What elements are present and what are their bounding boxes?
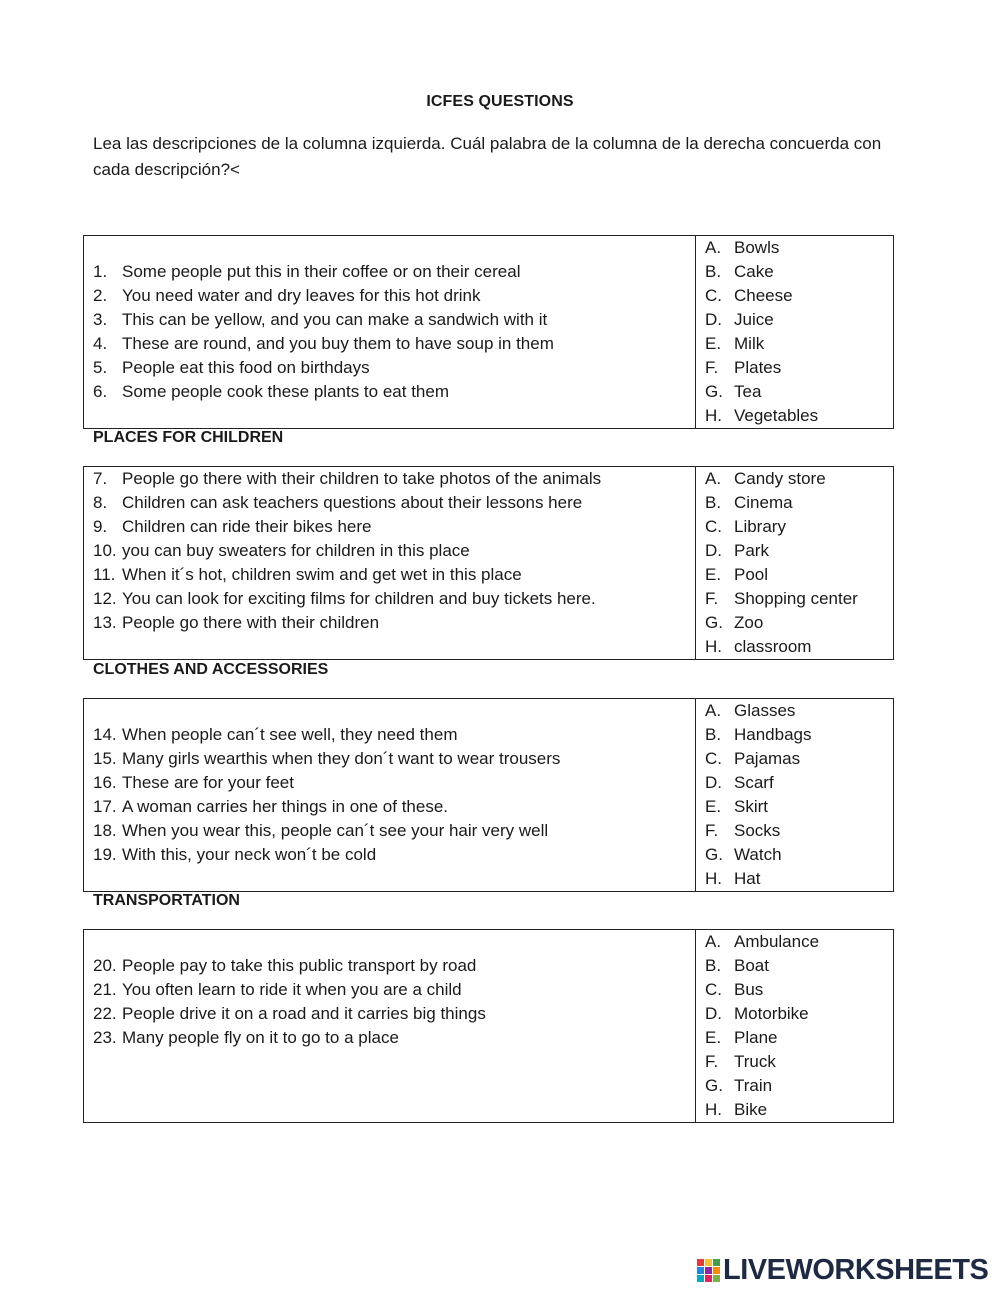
- question-text: You often learn to ride it when you are a child: [122, 980, 462, 999]
- liveworksheets-logo[interactable]: [697, 1254, 988, 1287]
- question-number: 23.: [93, 1028, 117, 1047]
- answer-text: Boat: [734, 956, 769, 975]
- question-number: 6.: [93, 382, 108, 401]
- answer-letter: F.: [705, 1052, 719, 1071]
- answer-letter: C.: [705, 749, 722, 768]
- answer-text: Pool: [734, 565, 769, 584]
- answer-text: Library: [734, 517, 786, 536]
- answers-column: [696, 236, 893, 428]
- question-text: These are round, and you buy them to have soup in them: [122, 334, 554, 353]
- answer-text: Scarf: [734, 773, 774, 792]
- answer-letter: E.: [705, 797, 722, 816]
- answer-option: [705, 356, 893, 380]
- answer-option: [705, 843, 893, 867]
- question-text: People go there with their children: [122, 613, 380, 632]
- answers-column: [696, 467, 893, 659]
- answer-option: [705, 930, 893, 954]
- answer-option: [705, 380, 893, 404]
- answer-text: Watch: [734, 845, 782, 864]
- answer-text: Skirt: [734, 797, 768, 816]
- answer-text: Cinema: [734, 493, 793, 512]
- question-row: [93, 747, 695, 771]
- answer-letter: B.: [705, 725, 722, 744]
- question-text: When you wear this, people can´t see your hair very well: [122, 821, 549, 840]
- answer-text: Milk: [734, 334, 765, 353]
- logo-text: LIVEWORKSHEETS: [723, 1254, 989, 1286]
- answer-text: Cheese: [734, 286, 793, 305]
- answer-text: Park: [734, 541, 769, 560]
- question-text: Many people fly on it to go to a place: [122, 1028, 399, 1047]
- answer-option: [705, 539, 893, 563]
- answers-column: [696, 930, 893, 1122]
- question-number: 17.: [93, 797, 117, 816]
- logo-square: [697, 1267, 704, 1274]
- answer-text: Plane: [734, 1028, 778, 1047]
- question-text: Many girls wearthis when they don´t want to wear trousers: [122, 749, 561, 768]
- question-number: 2.: [93, 286, 108, 305]
- logo-square: [705, 1259, 712, 1266]
- question-text: you can buy sweaters for children in this place: [122, 541, 470, 560]
- question-text: You need water and dry leaves for this hot drink: [122, 286, 481, 305]
- answer-letter: H.: [705, 406, 722, 425]
- question-row: [93, 491, 695, 515]
- logo-square: [713, 1275, 720, 1282]
- question-number: 5.: [93, 358, 108, 377]
- answer-letter: F.: [705, 589, 719, 608]
- page-title: ICFES QUESTIONS: [426, 93, 574, 110]
- question-row: [93, 795, 695, 819]
- spacer-row: [93, 930, 695, 954]
- question-number: 4.: [93, 334, 108, 353]
- question-row: [93, 1026, 695, 1050]
- table-food: [83, 235, 894, 429]
- answer-text: Bowls: [734, 238, 780, 257]
- answer-option: [705, 771, 893, 795]
- answer-letter: A.: [705, 932, 722, 951]
- question-row: [93, 515, 695, 539]
- answer-text: Handbags: [734, 725, 812, 744]
- question-number: 16.: [93, 773, 117, 792]
- answer-letter: A.: [705, 238, 722, 257]
- answers-column: [696, 699, 893, 891]
- table-places: [83, 466, 894, 660]
- answer-text: Zoo: [734, 613, 764, 632]
- answer-option: [705, 747, 893, 771]
- question-number: 1.: [93, 262, 108, 281]
- question-text: With this, your neck won´t be cold: [122, 845, 377, 864]
- answer-text: Plates: [734, 358, 782, 377]
- answer-text: Bus: [734, 980, 764, 999]
- answer-option: [705, 404, 893, 428]
- answer-letter: H.: [705, 1100, 722, 1119]
- question-number: 12.: [93, 589, 117, 608]
- question-number: 7.: [93, 469, 108, 488]
- question-number: 19.: [93, 845, 117, 864]
- table-clothes: [83, 698, 894, 892]
- answer-text: Vegetables: [734, 406, 819, 425]
- answer-option: [705, 978, 893, 1002]
- question-text: This can be yellow, and you can make a sandwich with it: [122, 310, 548, 329]
- logo-square: [697, 1275, 704, 1282]
- question-row: [93, 563, 695, 587]
- answer-letter: A.: [705, 469, 722, 488]
- question-number: 20.: [93, 956, 117, 975]
- section-heading-places: PLACES FOR CHILDREN: [93, 429, 284, 446]
- answer-option: [705, 467, 893, 491]
- logo-grid-icon: [697, 1259, 720, 1282]
- question-text: These are for your feet: [122, 773, 294, 792]
- questions-column: [84, 236, 696, 428]
- question-number: 13.: [93, 613, 117, 632]
- answer-text: Candy store: [734, 469, 826, 488]
- question-text: You can look for exciting films for children and buy tickets here.: [122, 589, 596, 608]
- question-row: [93, 539, 695, 563]
- answer-letter: E.: [705, 1028, 722, 1047]
- question-number: 18.: [93, 821, 117, 840]
- spacer-row: [93, 867, 695, 891]
- answer-letter: G.: [705, 382, 723, 401]
- logo-square: [705, 1267, 712, 1274]
- instructions-paragraph: Lea las descripciones de la columna izquierda. Cuál palabra de la columna de la derecha concuerda con cada descripción?<: [93, 134, 882, 179]
- answer-option: [705, 587, 893, 611]
- question-number: 9.: [93, 517, 108, 536]
- answer-text: Ambulance: [734, 932, 820, 951]
- answer-letter: C.: [705, 517, 722, 536]
- answer-text: Bike: [734, 1100, 768, 1119]
- question-number: 10.: [93, 541, 117, 560]
- answer-letter: E.: [705, 334, 722, 353]
- answer-text: Tea: [734, 382, 762, 401]
- question-row: [93, 380, 695, 404]
- answer-letter: C.: [705, 980, 722, 999]
- answer-letter: H.: [705, 637, 722, 656]
- answer-option: [705, 699, 893, 723]
- answer-option: [705, 867, 893, 891]
- answer-text: Socks: [734, 821, 781, 840]
- answer-option: [705, 819, 893, 843]
- question-text: Children can ride their bikes here: [122, 517, 372, 536]
- answer-option: [705, 308, 893, 332]
- spacer-row: [93, 635, 695, 659]
- answer-letter: D.: [705, 773, 722, 792]
- answer-letter: A.: [705, 701, 722, 720]
- question-row: [93, 978, 695, 1002]
- question-text: Some people put this in their coffee or on their cereal: [122, 262, 521, 281]
- question-row: [93, 819, 695, 843]
- answer-letter: G.: [705, 845, 723, 864]
- answer-letter: D.: [705, 1004, 722, 1023]
- answer-option: [705, 795, 893, 819]
- answer-option: [705, 1098, 893, 1122]
- question-number: 22.: [93, 1004, 117, 1023]
- logo-square: [713, 1267, 720, 1274]
- question-row: [93, 308, 695, 332]
- question-number: 14.: [93, 725, 117, 744]
- table-transportation: [83, 929, 894, 1123]
- question-number: 11.: [93, 565, 116, 584]
- question-row: [93, 356, 695, 380]
- answer-option: [705, 1026, 893, 1050]
- answer-letter: G.: [705, 1076, 723, 1095]
- question-text: Some people cook these plants to eat them: [122, 382, 449, 401]
- question-text: When it´s hot, children swim and get wet in this place: [122, 565, 522, 584]
- answer-text: Cake: [734, 262, 774, 281]
- question-number: 15.: [93, 749, 117, 768]
- answer-text: Shopping center: [734, 589, 858, 608]
- answer-letter: D.: [705, 310, 722, 329]
- question-row: [93, 771, 695, 795]
- question-text: People drive it on a road and it carries big things: [122, 1004, 486, 1023]
- question-row: [93, 587, 695, 611]
- spacer-row: [93, 1074, 695, 1098]
- answer-option: [705, 332, 893, 356]
- spacer-row: [93, 404, 695, 428]
- question-text: A woman carries her things in one of these.: [122, 797, 449, 816]
- answer-letter: B.: [705, 262, 722, 281]
- question-text: Children can ask teachers questions about their lessons here: [122, 493, 583, 512]
- answer-text: Hat: [734, 869, 761, 888]
- answer-text: Motorbike: [734, 1004, 809, 1023]
- answer-option: [705, 236, 893, 260]
- question-text: People pay to take this public transport by road: [122, 956, 477, 975]
- answer-option: [705, 723, 893, 747]
- spacer-row: [93, 236, 695, 260]
- question-number: 8.: [93, 493, 108, 512]
- questions-column: [84, 467, 696, 659]
- question-row: [93, 954, 695, 978]
- question-text: People go there with their children to take photos of the animals: [122, 469, 602, 488]
- answer-option: [705, 635, 893, 659]
- answer-letter: F.: [705, 821, 719, 840]
- answer-option: [705, 284, 893, 308]
- question-number: 21.: [93, 980, 117, 999]
- answer-letter: E.: [705, 565, 722, 584]
- answer-option: [705, 954, 893, 978]
- question-text: People eat this food on birthdays: [122, 358, 370, 377]
- answer-letter: B.: [705, 956, 722, 975]
- spacer-row: [93, 699, 695, 723]
- answer-text: Juice: [734, 310, 774, 329]
- question-row: [93, 723, 695, 747]
- answer-letter: B.: [705, 493, 722, 512]
- answer-text: Train: [734, 1076, 773, 1095]
- answer-option: [705, 611, 893, 635]
- answer-option: [705, 563, 893, 587]
- question-row: [93, 611, 695, 635]
- spacer-row: [93, 1098, 695, 1122]
- spacer-row: [93, 1050, 695, 1074]
- answer-option: [705, 1002, 893, 1026]
- answer-option: [705, 260, 893, 284]
- logo-square: [697, 1259, 704, 1266]
- question-row: [93, 1002, 695, 1026]
- answer-letter: D.: [705, 541, 722, 560]
- section-heading-transportation: TRANSPORTATION: [93, 892, 240, 909]
- answer-letter: C.: [705, 286, 722, 305]
- questions-column: [84, 699, 696, 891]
- question-row: [93, 467, 695, 491]
- answer-text: Pajamas: [734, 749, 801, 768]
- answer-text: Glasses: [734, 701, 796, 720]
- answer-letter: G.: [705, 613, 723, 632]
- answer-letter: F.: [705, 358, 719, 377]
- question-row: [93, 843, 695, 867]
- answer-option: [705, 515, 893, 539]
- answer-text: classroom: [734, 637, 812, 656]
- section-heading-clothes: CLOTHES AND ACCESSORIES: [93, 661, 329, 678]
- answer-text: Truck: [734, 1052, 776, 1071]
- answer-option: [705, 491, 893, 515]
- question-text: When people can´t see well, they need them: [122, 725, 458, 744]
- question-row: [93, 260, 695, 284]
- logo-square: [713, 1259, 720, 1266]
- answer-option: [705, 1074, 893, 1098]
- answer-letter: H.: [705, 869, 722, 888]
- questions-column: [84, 930, 696, 1122]
- logo-square: [705, 1275, 712, 1282]
- question-row: [93, 284, 695, 308]
- question-row: [93, 332, 695, 356]
- question-number: 3.: [93, 310, 108, 329]
- answer-option: [705, 1050, 893, 1074]
